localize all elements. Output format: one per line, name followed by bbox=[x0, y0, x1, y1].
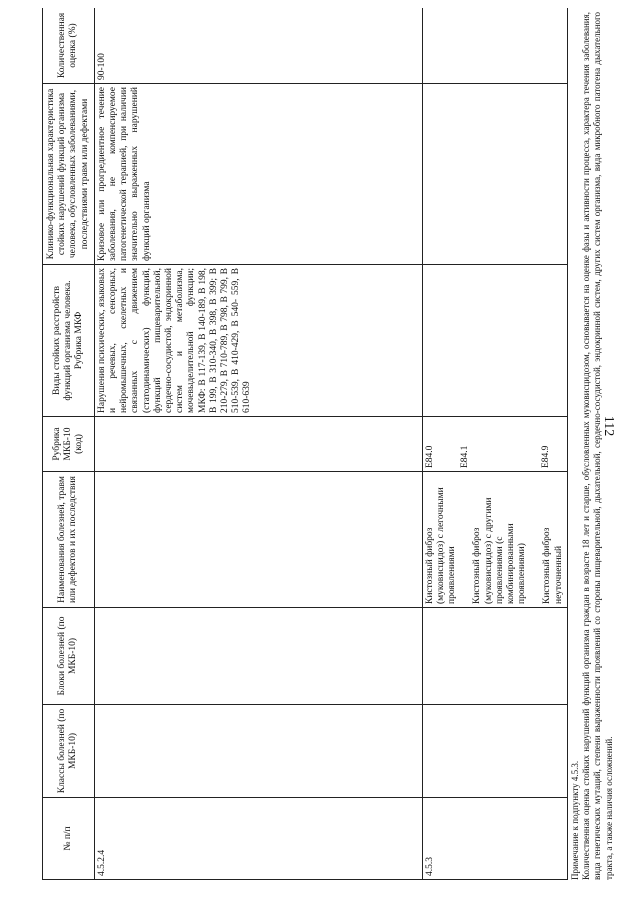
row-number: 4.5.2.4 bbox=[94, 798, 422, 880]
disability-criteria-table bbox=[42, 8, 568, 880]
row-number: 4.5.3 bbox=[422, 798, 567, 880]
disease-name: Кистозный фиброз (муковисцидоз) с другими проявлениями (с комбинированными проявлениями) bbox=[472, 497, 528, 604]
cell-empty bbox=[94, 417, 422, 472]
header-disease-blocks: Блоки болезней (по МКБ-10) bbox=[43, 608, 95, 705]
rotated-page bbox=[42, 8, 624, 880]
cell-empty bbox=[94, 472, 422, 608]
table-header-row bbox=[43, 8, 95, 880]
cell-empty bbox=[422, 84, 567, 265]
disease-name: Кистозный фиброз (муковисцидоз) с легочными проявлениями bbox=[424, 487, 458, 604]
table-row bbox=[94, 8, 422, 880]
header-quantitative-score: Количественная оценка (%) bbox=[43, 8, 95, 84]
footnote-title: Примечание к подпункту 4.5.3. bbox=[569, 760, 580, 880]
header-icd-code: Рубрика МКБ-10 (код) bbox=[43, 417, 95, 472]
cell-empty bbox=[94, 705, 422, 798]
header-clinical-characteristic: Клинико-функциональная характеристика стойких нарушений функций организма человека, обусловленных заболеваниями, последствиями травм или дефектами bbox=[43, 84, 95, 265]
icd-code: E84.9 bbox=[541, 445, 552, 468]
header-function-types: Виды стойких расстройств функций организма человека. Рубрика МКФ bbox=[43, 265, 95, 417]
landscape-sheet bbox=[42, 8, 624, 880]
footnote bbox=[570, 12, 615, 880]
disease-names-cell bbox=[422, 472, 567, 608]
quantitative-score-cell: 90-100 bbox=[94, 8, 422, 84]
header-disease-classes: Классы болезней (по МКБ-10) bbox=[43, 705, 95, 798]
cell-empty bbox=[422, 608, 567, 705]
icd-code: E84.1 bbox=[460, 445, 471, 468]
header-disease-names: Наименования болезней, травм или дефектов и их последствия bbox=[43, 472, 95, 608]
cell-empty bbox=[94, 608, 422, 705]
footnote-text: Количественная оценка стойких нарушений функций организма граждан в возрасте 18 лет и старше, обусловленных муковисцидозом, основывается на оценке фазы и активности процесса, характера течения заболевания, вида генетических мутаций, степени выраженности проявлений со стороны пищеварительной, дыхательной, сердечно-сосудистой, эндокринной систем, других систем организма, вида микробного патогена дыхательного тракта, а также наличия осложнений. bbox=[581, 12, 614, 880]
disease-name: Кистозный фиброз неуточненный bbox=[542, 527, 564, 604]
cell-empty bbox=[422, 265, 567, 417]
cell-empty bbox=[422, 705, 567, 798]
clinical-characteristic-cell: Кризовое или прогредиентное течение заболевания, не компенсируемое патогенетической терапией, при наличии значительно выраженных нарушений функций организма bbox=[94, 84, 422, 265]
icd-codes-cell bbox=[422, 417, 567, 472]
icd-code: E84.0 bbox=[424, 445, 435, 468]
page-number: 112 bbox=[601, 415, 617, 437]
function-types-cell: Нарушения психических, языковых и речевых, сенсорных, нейромышечных, скелетных и связанных с движением (статодинамических) функций, функций пищеварительной, сердечно-сосудистой, эндокринной систем и метаболизма, мочевыделительной функции; МКФ: В 117-139, В 140-189, В 198, В 199, В 310-340, В 398, В 399; В 210-279, В 710-789, В 798, В 799, В 510-539, В 410-429, В 540- 559, В 610-639 bbox=[94, 265, 422, 417]
cell-empty bbox=[422, 8, 567, 84]
header-number: № п/п bbox=[43, 798, 95, 880]
table-row bbox=[422, 8, 567, 880]
